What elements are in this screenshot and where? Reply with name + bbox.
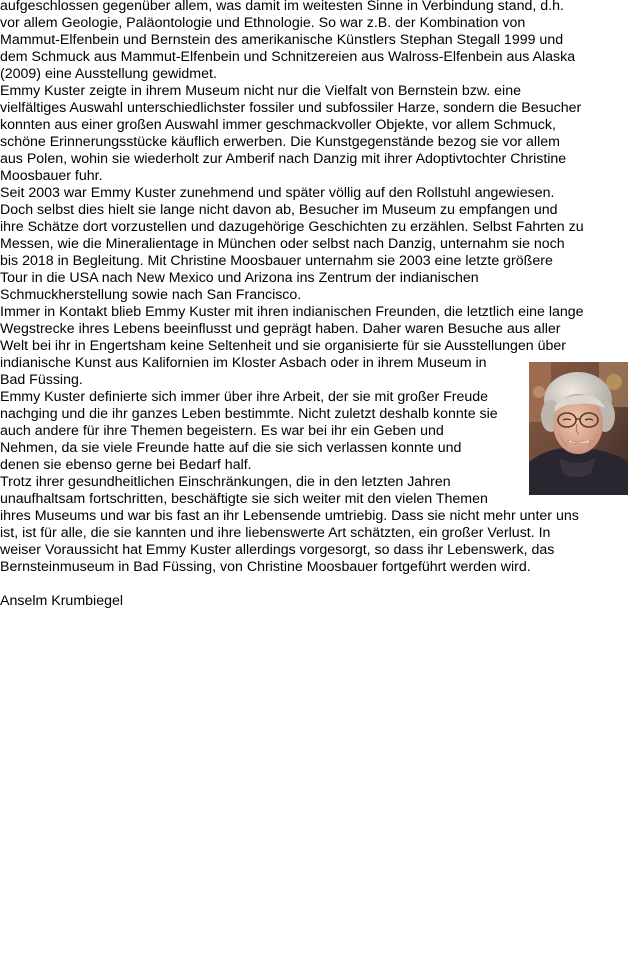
text-line: Trotz ihrer gesundheitlichen Einschränkungen, die in den letzten Jahren bbox=[0, 474, 451, 490]
text-line: Doch selbst dies hielt sie lange nicht davon ab, Besucher im Museum zu empfangen und bbox=[0, 202, 558, 218]
paragraph-museum-shop bbox=[0, 83, 628, 185]
text-line: aus Polen, wohin sie wiederholt zur Amberif nach Danzig mit ihrer Adoptivtochter Christine bbox=[0, 151, 567, 167]
text-line: vielfältiges Auswahl unterschiedlichster fossiler und subfossiler Harze, sondern die Besucher bbox=[0, 100, 582, 116]
text-line: indianische Kunst aus Kalifornien im Kloster Asbach oder in ihrem Museum in bbox=[0, 355, 487, 371]
text-line: dem Schmuck aus Mammut-Elfenbein und Schnitzereien aus Walross-Elfenbein aus Alaska bbox=[0, 49, 576, 65]
text-line: bis 2018 in Begleitung. Mit Christine Moosbauer unternahm sie 2003 eine letzte größere bbox=[0, 253, 553, 269]
text-line: weiser Voraussicht hat Emmy Kuster allerdings vorgesorgt, so dass ihr Lebenswerk, das bbox=[0, 542, 555, 558]
text-line: Immer in Kontakt blieb Emmy Kuster mit ihren indianischen Freunden, die letztlich eine lange bbox=[0, 304, 584, 320]
text-line: Mammut-Elfenbein und Bernstein des amerikanische Künstlers Stephan Stegall 1999 und bbox=[0, 32, 564, 48]
text-line: unaufhaltsam fortschritten, beschäftigte sie sich weiter mit den vielen Themen bbox=[0, 491, 488, 507]
text-line: schöne Erinnerungsstücke käuflich erwerben. Die Kunstgegenstände bezog sie vor allem bbox=[0, 134, 560, 150]
text-line: Bernsteinmuseum in Bad Füssing, von Christine Moosbauer fortgeführt werden wird. bbox=[0, 559, 531, 575]
spacer bbox=[0, 576, 628, 593]
author-signature: Anselm Krumbiegel bbox=[0, 593, 124, 609]
text-line: vor allem Geologie, Paläontologie und Ethnologie. So war z.B. der Kombination von bbox=[0, 15, 526, 31]
text-line: Seit 2003 war Emmy Kuster zunehmend und später völlig auf den Rollstuhl angewiesen. bbox=[0, 185, 555, 201]
text-line: ihres Museums und war bis fast an ihr Lebensende umtriebig. Dass sie nicht mehr unter uns bbox=[0, 508, 579, 524]
text-line: konnten aus einer großen Auswahl immer geschmackvoller Objekte, vor allem Schmuck, bbox=[0, 117, 556, 133]
text-line: aufgeschlossen gegenüber allem, was damit im weitesten Sinne in Verbindung stand, d.h. bbox=[0, 0, 564, 14]
text-line: Nehmen, da sie viele Freunde hatte auf die sie sich verlassen konnte und bbox=[0, 440, 462, 456]
text-line: Welt bei ihr in Engertsham keine Seltenheit und sie organisierte für sie Ausstellungen über bbox=[0, 338, 566, 354]
text-line: Wegstrecke ihres Lebens beeinflusst und geprägt haben. Daher waren Besuche aus aller bbox=[0, 321, 561, 337]
text-line: Tour in die USA nach New Mexico und Arizona ins Zentrum der indianischen bbox=[0, 270, 479, 286]
paragraph-exhibitions bbox=[0, 0, 628, 83]
text-line: (2009) eine Ausstellung gewidmet. bbox=[0, 66, 217, 82]
text-line: ihre Schätze dort vorzustellen und dazugehörige Geschichten zu erzählen. Selbst Fahrten zu bbox=[0, 219, 584, 235]
text-line: Emmy Kuster zeigte in ihrem Museum nicht nur die Vielfalt von Bernstein bzw. eine bbox=[0, 83, 521, 99]
text-line: ist, ist für alle, die sie kannten und ihre liebenswerte Art schätzten, ein großer Verlust. In bbox=[0, 525, 551, 541]
text-line: Schmuckherstellung sowie nach San Francisco. bbox=[0, 287, 302, 303]
text-line: Messen, wie die Mineralientage in München oder selbst nach Danzig, unternahm sie noch bbox=[0, 236, 565, 252]
paragraph-wheelchair-travels bbox=[0, 185, 628, 304]
text-line: Emmy Kuster definierte sich immer über ihre Arbeit, der sie mit großer Freude bbox=[0, 389, 489, 405]
text-line: Moosbauer fuhr. bbox=[0, 168, 103, 184]
text-line: nachging und die ihr ganzes Leben bestimmte. Nicht zuletzt deshalb konnte sie bbox=[0, 406, 498, 422]
text-line: denen sie ebenso gerne bei Bedarf half. bbox=[0, 457, 252, 473]
text-line: auch andere für ihre Themen begeistern. Es war bei ihr ein Geben und bbox=[0, 423, 444, 439]
portrait-photo bbox=[529, 362, 628, 495]
text-line: Bad Füssing. bbox=[0, 372, 83, 388]
portrait-photo-icon bbox=[529, 362, 628, 495]
